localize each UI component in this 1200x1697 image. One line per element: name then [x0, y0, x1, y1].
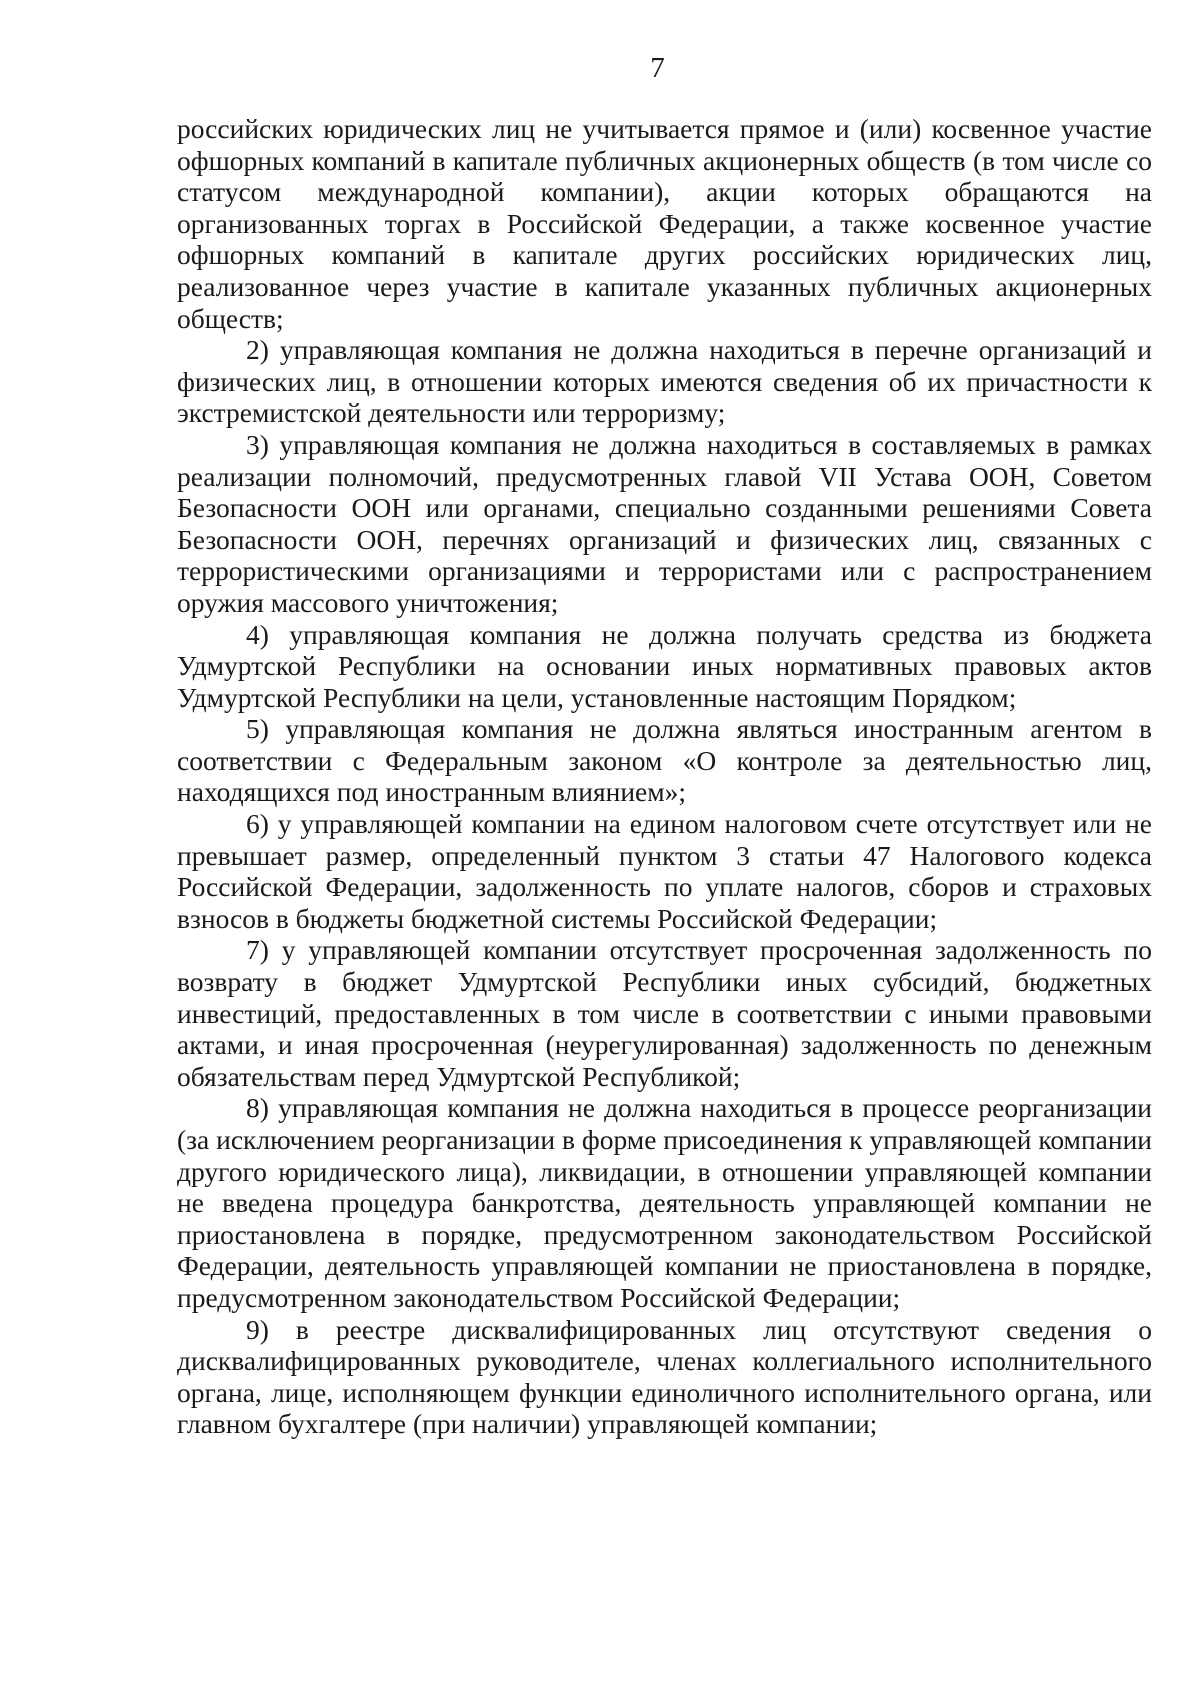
paragraph-item-8: 8) управляющая компания не должна находиться в процессе реорганизации (за исключением реорганизации в форме присоединения к управляющей компании другого юридического лица), ликвидации, в отношении управляющей компании не введена процедура банкротства, деятельность управляющей компании не приостановлена в порядке, предусмотренном законодательством Российской Федерации, деятельность управляющей компании не приостановлена в порядке, предусмотренном законодательством Российской Федерации; [177, 1092, 1153, 1313]
document-body [177, 113, 1152, 1440]
paragraph-item-9: 9) в реестре дисквалифицированных лиц отсутствуют сведения о дисквалифицированных руководителе, членах коллегиального исполнительного органа, лице, исполняющем функции единоличного исполнительного органа, или главном бухгалтере (при наличии) управляющей компании; [177, 1313, 1152, 1440]
paragraph-item-7: 7) у управляющей компании отсутствует просроченная задолженность по возврату в бюджет Удмуртской Республики иных субсидий, бюджетных инвестиций, предоставленных в том числе в соответствии с иными правовыми актами, и иная просроченная (неурегулированная) задолженность по денежным обязательствам перед Удмуртской Республикой; [177, 934, 1152, 1092]
paragraph-item-6: 6) у управляющей компании на едином налоговом счете отсутствует или не превышает размер, определенный пунктом 3 статьи 47 Налогового кодекса Российской Федерации, задолженность по уплате налогов, сборов и страховых взносов в бюджеты бюджетной системы Российской Федерации; [177, 808, 1152, 934]
paragraph-item-4: 4) управляющая компания не должна получать средства из бюджета Удмуртской Республики на основании иных нормативных правовых актов Удмуртской Республики на цели, установленные настоящим Порядком; [177, 618, 1152, 713]
paragraph-continuation: российских юридических лиц не учитывается прямое и (или) косвенное участие офшорных компаний в капитале публичных акционерных обществ (в том числе со статусом международной компании), акции которых обращаются на организованных торгах в Российской Федерации, а также косвенное участие офшорных компаний в капитале других российских юридических лиц, реализованное через участие в капитале указанных публичных акционерных обществ; [177, 113, 1152, 334]
paragraph-item-2: 2) управляющая компания не должна находиться в перечне организаций и физических лиц, в отношении которых имеются сведения об их причастности к экстремистской деятельности или терроризму; [177, 334, 1152, 429]
paragraph-item-5: 5) управляющая компания не должна являться иностранным агентом в соответствии с Федеральным законом «О контроле за деятельностью лиц, находящихся под иностранным влиянием»; [177, 713, 1152, 808]
paragraph-item-3: 3) управляющая компания не должна находиться в составляемых в рамках реализации полномочий, предусмотренных главой VII Устава ООН, Советом Безопасности ООН или органами, специально созданными решениями Совета Безопасности ООН, перечнях организаций и физических лиц, связанных с террористическими организациями и террористами или с распространением оружия массового уничтожения; [177, 428, 1152, 618]
page-number: 7 [650, 52, 665, 84]
